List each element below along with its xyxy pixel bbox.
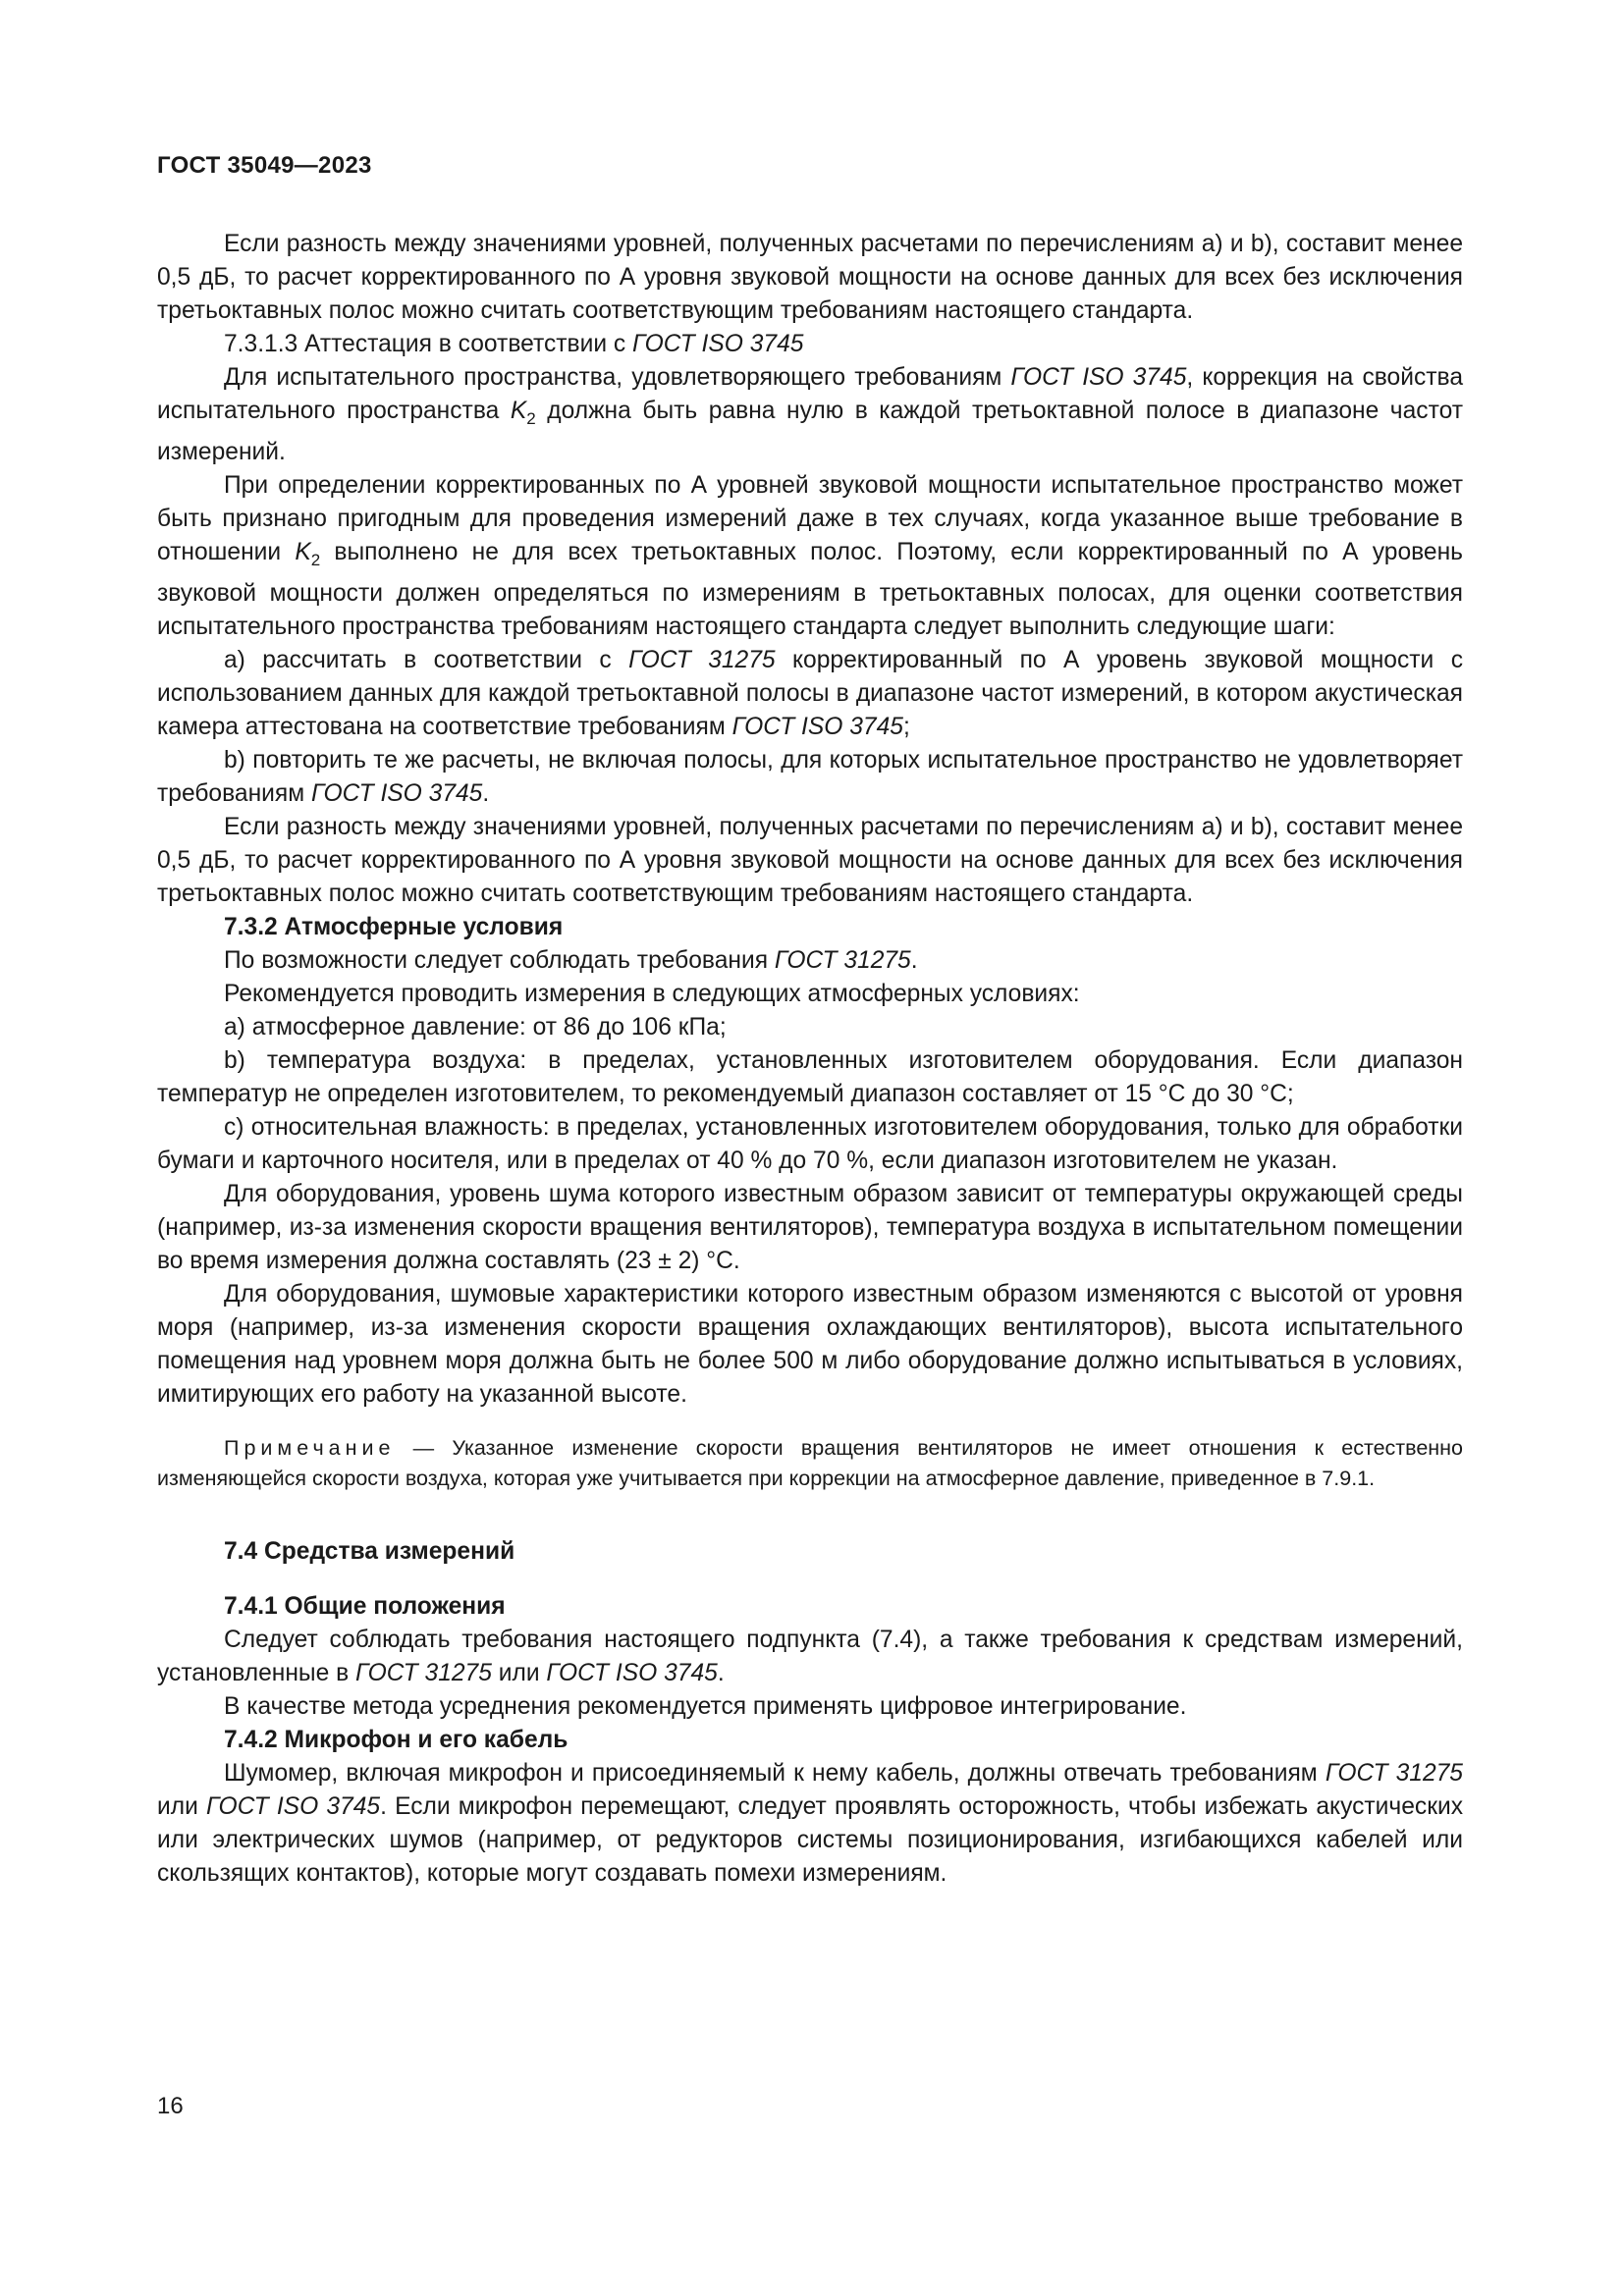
note-text: — Указанное изменение скорости вращения вентиляторов не имеет отношения к естественно изменяющейся скорости воздуха, которая уже учитывается при коррекции на атмосферное давление, приведенное в 7.9.1. (157, 1435, 1463, 1490)
list-item-b (157, 744, 1463, 811)
paragraph: Рекомендуется проводить измерения в следующих атмосферных условиях: (224, 980, 1080, 1007)
paragraph: Для оборудования, шумовые характеристики которого известным образом изменяются с высотой от уровня моря (например, из-за изменения скорости вращения охлаждающих вентиляторов), высота испытательного помещения над уровнем моря должна быть не более 500 м либо оборудование должно испытываться в условиях, имитирующих его работу на указанной высоте. (157, 1280, 1463, 1408)
std-ref: ГОСТ 31275 (774, 946, 911, 974)
clause-7-3-1-3 (157, 328, 1463, 361)
paragraph (157, 1757, 1463, 1891)
text-run: . (910, 946, 918, 974)
text-run: Шумомер, включая микрофон и присоединяемый к нему кабель, должны отвечать требованиям (224, 1759, 1326, 1787)
text-run: или (157, 1792, 206, 1820)
text-run: ; (902, 713, 910, 740)
paragraph (157, 469, 1463, 644)
text-run: Для испытательного пространства, удовлетворяющего требованиям (224, 364, 1011, 391)
std-ref: ГОСТ 31275 (1325, 1759, 1463, 1787)
list-item-c: с) относительная влажность: в пределах, установленных изготовителем оборудования, только для обработки бумаги и карточного носителя, или в пределах от 40 % до 70 %, если диапазон изготовителем не указан. (157, 1113, 1463, 1174)
symbol-k: K (510, 398, 527, 424)
paragraph (157, 1624, 1463, 1690)
section-heading-7-4-2: 7.4.2 Микрофон и его кабель (224, 1726, 568, 1753)
symbol-subscript: 2 (310, 550, 321, 569)
std-ref: ГОСТ ISO 3745 (546, 1659, 718, 1686)
text-run: . (717, 1659, 725, 1686)
list-item-b: b) температура воздуха: в пределах, установленных изготовителем оборудования. Если диапазон температур не определен изготовителем, то рекомендуемый диапазон составляет от 15 °С до 30 °С; (157, 1046, 1463, 1107)
text-run: корректированный по А уровень звуковой мощности с использованием данных для каждой третьоктавной полосы в диапазоне частот измерений, в котором акустическая камера аттестована на соответствие требованиям (157, 646, 1463, 740)
paragraph: Для оборудования, уровень шума которого известным образом зависит от температуры окружающей среды (например, из-за изменения скорости вращения вентиляторов), температура воздуха в испытательном помещении во время измерения должна составлять (23 ± 2) °С. (157, 1180, 1463, 1274)
std-ref: ГОСТ ISO 3745 (731, 713, 903, 740)
section-heading-7-3-2: 7.3.2 Атмосферные условия (224, 913, 564, 940)
paragraph (157, 361, 1463, 469)
page-number: 16 (157, 2093, 184, 2119)
note (157, 1433, 1463, 1494)
paragraph (157, 944, 1463, 978)
paragraph: В качестве метода усреднения рекомендуется применять цифровое интегрирование. (224, 1692, 1187, 1720)
std-ref: ГОСТ 31275 (628, 646, 776, 673)
section-heading-7-4-1: 7.4.1 Общие положения (224, 1592, 506, 1620)
document-header: ГОСТ 35049—2023 (157, 152, 372, 179)
text-run: По возможности следует соблюдать требования (224, 946, 775, 974)
section-heading-7-4: 7.4 Средства измерений (224, 1537, 515, 1565)
symbol-k2 (510, 398, 536, 428)
text-run: или (491, 1659, 547, 1686)
std-ref: ГОСТ 31275 (355, 1659, 492, 1686)
text-run: b) повторить те же расчеты, не включая полосы, для которых испытательное пространство не удовлетворяет требованиям (157, 746, 1463, 807)
text-run: , коррекция на свойства испытательного пространства (157, 364, 1463, 424)
note-label: Примечание (224, 1435, 396, 1460)
paragraph: Если разность между значениями уровней, полученных расчетами по перечислениям a) и b), составит менее 0,5 дБ, то расчет корректированного по А уровня звуковой мощности на основе данных для всех без исключения третьоктавных полос можно считать соответствующим требованиям настоящего стандарта. (157, 231, 1463, 324)
symbol-k: K (295, 538, 311, 565)
std-ref: ГОСТ ISO 3745 (206, 1792, 381, 1820)
symbol-subscript: 2 (526, 408, 536, 428)
text-run: должна быть равна нулю в каждой третьоктавной полосе в диапазоне частот измерений. (157, 398, 1463, 465)
text-run: Следует соблюдать требования настоящего подпункта (7.4), а также требования к средствам измерений, установленные в (157, 1626, 1463, 1686)
text-run: . Если микрофон перемещают, следует проявлять осторожность, чтобы избежать акустических или электрических шумов (например, от редукторов системы позиционирования, изгибающихся кабелей или скользящих контактов), которые могут создавать помехи измерениям. (157, 1792, 1463, 1887)
std-ref: ГОСТ ISO 3745 (632, 331, 804, 357)
paragraph: Если разность между значениями уровней, полученных расчетами по перечислениям a) и b), составит менее 0,5 дБ, то расчет корректированного по А уровня звуковой мощности на основе данных для всех без исключения третьоктавных полос можно считать соответствующим требованиям настоящего стандарта. (157, 813, 1463, 907)
text-run: . (482, 779, 490, 807)
symbol-k2 (295, 538, 321, 569)
std-ref: ГОСТ ISO 3745 (1010, 364, 1187, 391)
text-run: При определении корректированных по А уровней звуковой мощности испытательное пространство может быть признано пригодным для проведения измерений даже в тех случаях, когда указанное выше требование в отношении (157, 471, 1463, 565)
text-run: 7.3.1.3 Аттестация в соответствии с (224, 331, 633, 357)
text-run: а) рассчитать в соответствии с (224, 646, 629, 673)
std-ref: ГОСТ ISO 3745 (310, 779, 483, 807)
text-run: выполнено не для всех третьоктавных полос. Поэтому, если корректированный по А уровень звуковой мощности должен определяться по измерениям в третьоктавных полосах, для оценки соответствия испытательного пространства требованиям настоящего стандарта следует выполнить следующие шаги: (157, 538, 1463, 640)
list-item-a: а) атмосферное давление: от 86 до 106 кПа; (224, 1013, 727, 1041)
list-item-a (157, 644, 1463, 744)
document-body (157, 228, 1463, 1891)
